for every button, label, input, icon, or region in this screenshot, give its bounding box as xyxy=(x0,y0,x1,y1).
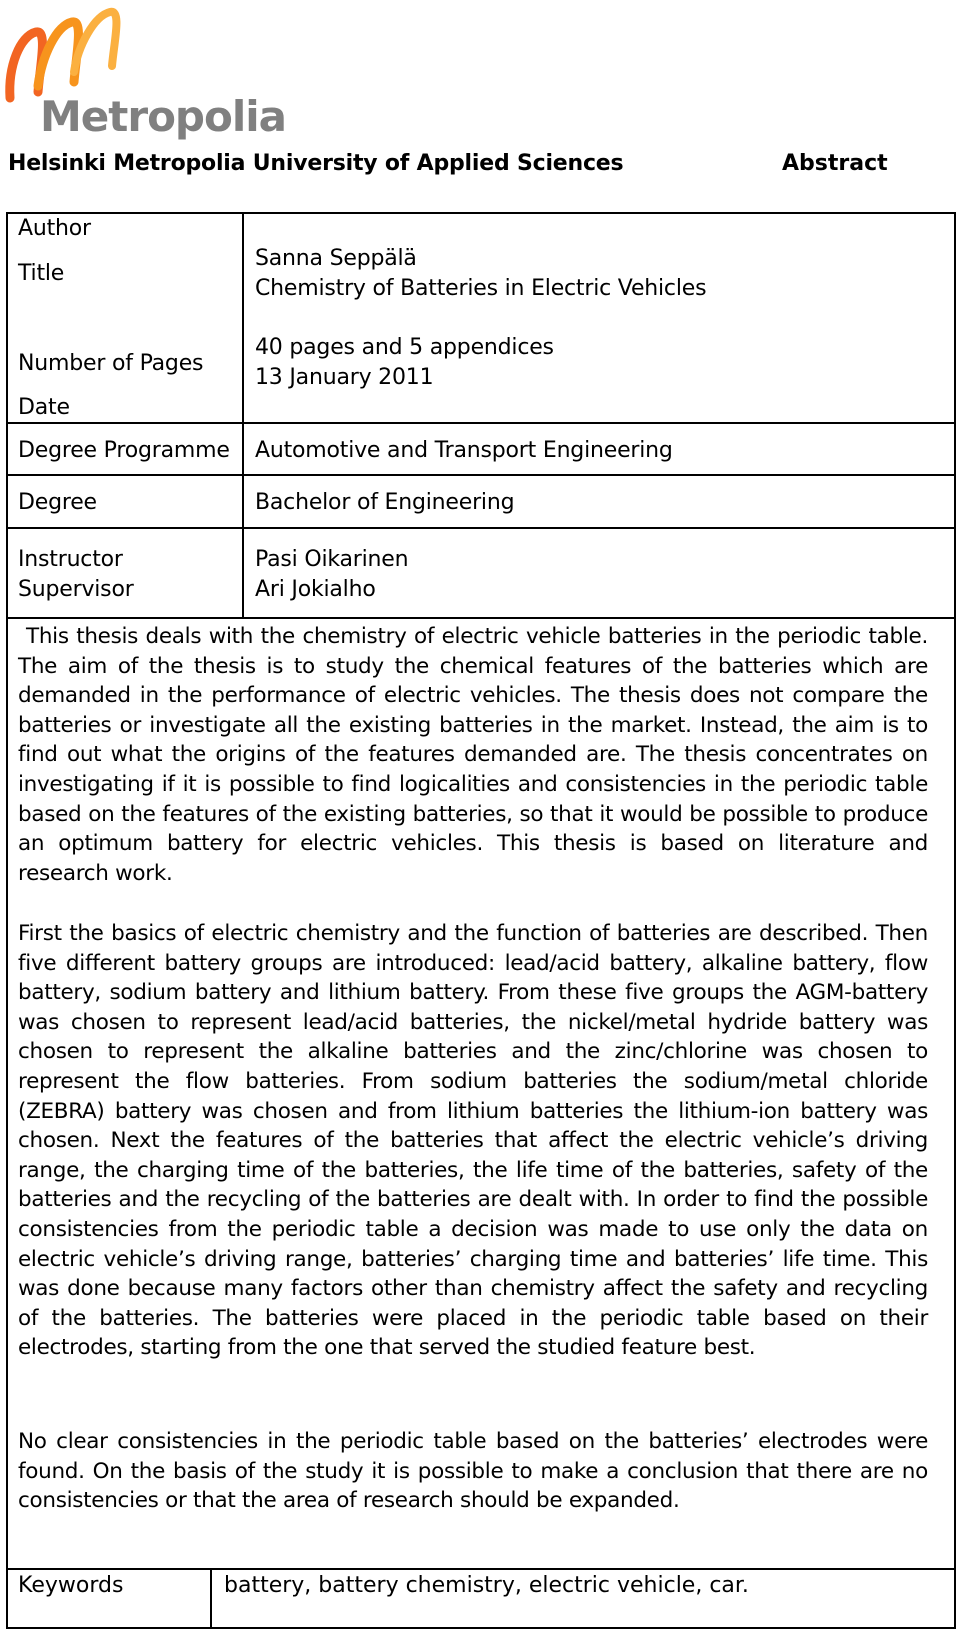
abstract-paragraph-3 xyxy=(18,1427,928,1516)
logo-text: Metropolia xyxy=(40,92,286,141)
row-separator xyxy=(6,422,956,424)
keywords-column-divider xyxy=(210,1568,212,1629)
abstract-paragraph-2 xyxy=(18,919,928,1363)
programme-value: Automotive and Transport Engineering xyxy=(255,438,673,463)
row-separator xyxy=(6,617,956,619)
info-column-divider xyxy=(242,212,244,618)
table-border-top xyxy=(6,212,956,214)
institution-name: Helsinki Metropolia University of Applied Sciences xyxy=(8,151,624,176)
supervisor-label: Supervisor xyxy=(18,577,134,602)
title-value: Chemistry of Batteries in Electric Vehicles xyxy=(255,276,707,301)
keywords-row-separator xyxy=(6,1568,956,1570)
degree-value: Bachelor of Engineering xyxy=(255,490,515,515)
keywords-value: battery, battery chemistry, electric vehicle, car. xyxy=(224,1573,749,1598)
abstract-text: No clear consistencies in the periodic table based on the batteries’ electrodes were found. On the basis of the study it is possible to make a conclusion that there are no consistencies or that the area of research should be expanded. xyxy=(18,1429,928,1514)
title-label: Title xyxy=(18,261,65,286)
date-label: Date xyxy=(18,395,70,420)
pages-value: 40 pages and 5 appendices xyxy=(255,335,554,360)
metropolia-logo xyxy=(2,6,286,146)
table-border-bottom xyxy=(6,1627,956,1629)
instructor-label: Instructor xyxy=(18,547,123,572)
pages-label: Number of Pages xyxy=(18,351,204,376)
document-type: Abstract xyxy=(782,151,888,176)
table-border-right xyxy=(954,212,956,1629)
date-value: 13 January 2011 xyxy=(255,365,434,390)
programme-label: Degree Programme xyxy=(18,438,230,463)
abstract-text: First the basics of electric chemistry and the function of batteries are described. Then five different battery groups are introduced: lead/acid battery, alkaline battery, flow battery, sodium battery and lithium battery. From these five groups the AGM-battery was chosen to represent lead/acid batteries, the nickel/metal hydride battery was chosen to represent the alkaline batteries and the zinc/chlorine was chosen to represent the flow batteries. From sodium batteries the sodium/metal chloride (ZEBRA) battery was chosen and from lithium batteries the lithium-ion battery was chosen. Next the features of the batteries that affect the electric vehicle’s driving range, the charging time of the batteries, the life time of the batteries, safety of the batteries and the recycling of the batteries are dealt with. In order to find the possible consistencies from the periodic table a decision was made to use only the data on electric vehicle’s driving range, batteries’ charging time and batteries’ life time. This was done because many factors other than chemistry affect the safety and recycling of the batteries. The batteries were placed in the periodic table based on their electrodes, starting from the one that served the studied feature best. xyxy=(18,921,928,1361)
abstract-paragraph-1 xyxy=(18,622,928,888)
keywords-label: Keywords xyxy=(18,1573,124,1598)
supervisor-value: Ari Jokialho xyxy=(255,577,376,602)
author-label: Author xyxy=(18,216,91,241)
author-value: Sanna Seppälä xyxy=(255,246,417,271)
row-separator xyxy=(6,474,956,476)
abstract-text: This thesis deals with the chemistry of electric vehicle batteries in the periodic table. The aim of the thesis is to study the chemical features of the batteries which are demanded in the performance of electric vehicles. The thesis does not compare the batteries or investigate all the existing batteries in the market. Instead, the aim is to find out what the origins of the features demanded are. The thesis concentrates on investigating if it is possible to find logicalities and consistencies in the periodic table based on the features of the existing batteries, so that it would be possible to produce an optimum battery for electric vehicles. This thesis is based on literature and research work. xyxy=(18,624,928,886)
degree-label: Degree xyxy=(18,490,97,515)
metropolia-logo-mark-icon xyxy=(2,6,152,106)
row-separator xyxy=(6,527,956,529)
table-border-left xyxy=(6,212,8,1629)
instructor-value: Pasi Oikarinen xyxy=(255,547,409,572)
